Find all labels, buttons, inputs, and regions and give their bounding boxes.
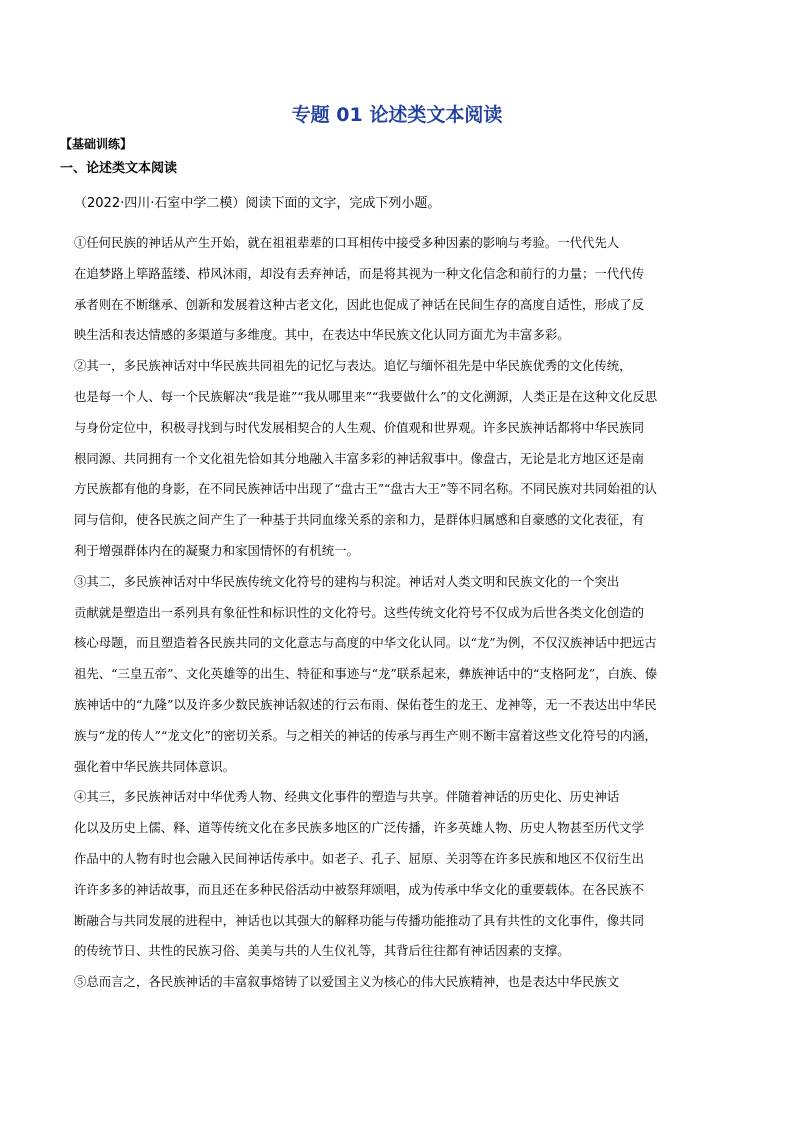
section-tag: 【基础训练】: [60, 137, 133, 151]
paragraph-line: 根同源、共同拥有一个文化祖先恰如其分地融入丰富多彩的神话叙事中。像盘古，无论是北方地区还是南: [74, 450, 644, 466]
paragraph-line: 在追梦路上筚路蓝缕、栉风沐雨，却没有丢弃神话，而是将其视为一种文化信念和前行的力量；一代代传: [74, 265, 644, 281]
paragraph-line: ①任何民族的神话从产生开始，就在祖祖辈辈的口耳相传中接受多种因素的影响与考验。一代代先人: [74, 235, 620, 250]
paragraph-line: 族与“龙的传人”“龙文化”的密切关系。与之相关的神话的传承与再生产则不断丰富着这些文化符号的内涵，: [74, 727, 657, 743]
paragraph-line: ④其三，多民族神话对中华优秀人物、经典文化事件的塑造与共享。伴随着神话的历史化、历史神话: [74, 789, 620, 805]
paragraph-line: 方民族都有他的身影，在不同民族神话中出现了“盘古王”“盘古大王”等不同名称。不同民族对共同始祖的认: [74, 481, 657, 497]
paragraph: [74, 351, 722, 567]
paragraph-line: 利于增强群体内在的凝聚力和家国情怀的有机统一。: [74, 542, 359, 558]
paragraph-line: 强化着中华民族共同体意识。: [74, 758, 236, 774]
paragraph: [74, 228, 722, 351]
paragraph-line: ②其一，多民族神话对中华民族共同祖先的记忆与表达。追忆与缅怀祖先是中华民族优秀的文化传统，: [74, 358, 632, 374]
article-body: [74, 228, 722, 998]
paragraph-line: 断融合与共同发展的进程中，神话也以其强大的解释功能与传播功能推动了具有共性的文化事件，像共同: [74, 912, 644, 928]
paragraph: [74, 782, 722, 967]
source-line: （2022·四川·石室中学二模）阅读下面的文字，完成下列小题。: [74, 196, 441, 211]
page-title: 专题 01 论述类文本阅读: [291, 104, 503, 126]
paragraph-line: 贡献就是塑造出一系列具有象征性和标识性的文化符号。这些传统文化符号不仅成为后世各类文化创造的: [74, 604, 644, 620]
paragraph-line: 许许多多的神话故事，而且还在多种民俗活动中被祭拜颂唱，成为传承中华文化的重要载体。在各民族不: [74, 881, 644, 897]
paragraph: [74, 567, 722, 783]
paragraph-line: 映生活和表达情感的多渠道与多维度。其中，在表达中华民族文化认同方面尤为丰富多彩。: [74, 327, 570, 343]
paragraph-line: 也是每一个人、每一个民族解决“我是谁”“我从哪里来”“我要做什么”的文化溯源，人类正是在这种文化反思: [74, 388, 658, 404]
paragraph-line: 作品中的人物有时也会融入民间神话传承中。如老子、孔子、屈原、关羽等在许多民族和地区不仅衍生出: [74, 850, 644, 866]
paragraph-line: 化以及历史上儒、释、道等传统文化在多民族多地区的广泛传播，许多英雄人物、历史人物甚至历代文学: [74, 820, 644, 836]
paragraph: [74, 967, 722, 998]
paragraph-line: 同与信仰，使各民族之间产生了一种基于共同血缘关系的亲和力，是群体归属感和自豪感的文化表征，有: [74, 512, 644, 528]
paragraph-line: 的传统节日、共性的民族习俗、美美与共的人生仪礼等，其背后往往都有神话因素的支撑。: [74, 943, 570, 959]
paragraph-line: 族神话中的“九隆”以及许多少数民族神话叙述的行云布雨、保佑苍生的龙王、龙神等，无一不表达出中华民: [74, 696, 657, 712]
section-heading: 一、论述类文本阅读: [60, 161, 178, 176]
paragraph-line: ⑤总而言之，各民族神话的丰富叙事熔铸了以爱国主义为核心的伟大民族精神，也是表达中华民族文: [74, 974, 620, 990]
paragraph-line: 祖先、“三皇五帝”、文化英雄等的出生、特征和事迹与“龙”联系起来，彝族神话中的“支格阿龙”，白族、傣: [74, 666, 658, 682]
paragraph-line: 核心母题，而且塑造着各民族共同的文化意志与高度的中华文化认同。以“龙”为例，不仅汉族神话中把远古: [74, 635, 657, 651]
paragraph-line: 承者则在不断继承、创新和发展着这种古老文化，因此也促成了神话在民间生存的高度自适性，形成了反: [74, 296, 644, 312]
paragraph-line: ③其二，多民族神话对中华民族传统文化符号的建构与积淀。神话对人类文明和民族文化的一个突出: [74, 573, 620, 589]
paragraph-line: 与身份定位中，积极寻找到与时代发展相契合的人生观、价值观和世界观。许多民族神话都将中华民族同: [74, 419, 644, 435]
